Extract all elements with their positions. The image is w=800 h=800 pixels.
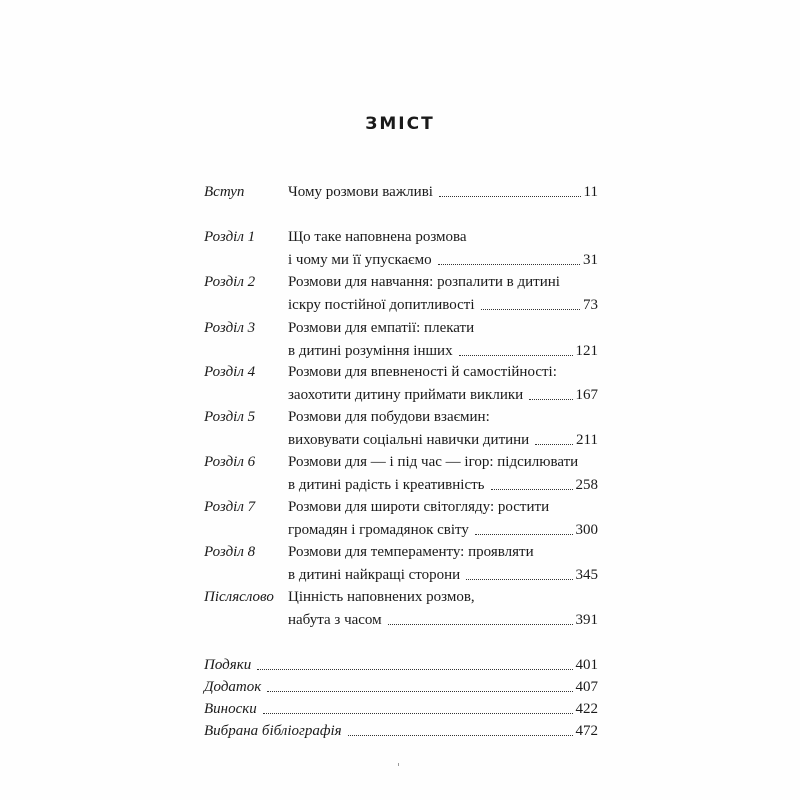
dot-leader xyxy=(388,623,573,625)
dot-leader xyxy=(267,690,572,692)
dot-leader xyxy=(466,578,572,580)
toc-entry-page: 391 xyxy=(575,612,598,628)
toc-entry-title-cont: в дитині розуміння інших xyxy=(288,343,453,359)
toc-entry-title: Чому розмови важливі xyxy=(288,184,433,200)
toc-entry-title: Розмови для навчання: розпалити в дитині xyxy=(288,274,560,290)
toc-entry-title: Цінність наповнених розмов, xyxy=(288,589,475,605)
toc-entry-title-line xyxy=(288,342,598,360)
toc-entry-title-line xyxy=(288,251,598,269)
toc-entry-label: Додаток xyxy=(204,679,262,695)
dot-leader xyxy=(439,195,581,197)
toc-entry-label: Розділ 3 xyxy=(204,320,256,336)
toc-entry-page: 11 xyxy=(583,184,598,200)
toc-entry-label: Розділ 8 xyxy=(204,544,256,560)
toc-entry-title-line xyxy=(288,566,598,584)
toc-entry-title-cont: набута з часом xyxy=(288,612,382,628)
toc-entry-label: Розділ 6 xyxy=(204,454,256,470)
toc-entry-page: 300 xyxy=(575,522,598,538)
toc-entry-page: 258 xyxy=(575,477,598,493)
toc-entry-title-line xyxy=(288,611,598,629)
toc-entry-title: Що таке наповнена розмова xyxy=(288,229,467,245)
toc-entry-notes xyxy=(204,700,598,718)
toc-entry-label: Виноски xyxy=(204,701,257,717)
toc-entry-label: Розділ 2 xyxy=(204,274,256,290)
dot-leader xyxy=(535,443,573,445)
toc-entry-title: Розмови для — і під час — ігор: підсилювати xyxy=(288,454,579,470)
toc-entry-label: Розділ 5 xyxy=(204,409,256,425)
toc-entry-title-line xyxy=(288,386,598,404)
toc-entry-page: 401 xyxy=(575,657,598,673)
toc-entry-title: Розмови для побудови взаємин: xyxy=(288,409,490,425)
toc-entry-appendix xyxy=(204,678,598,696)
dot-leader xyxy=(257,668,572,670)
toc-entry-page: 167 xyxy=(575,387,598,403)
toc-entry-label: Вибрана бібліографія xyxy=(204,723,342,739)
paper-speck xyxy=(398,763,399,766)
dot-leader xyxy=(459,354,573,356)
toc-entry-page: 211 xyxy=(576,432,598,448)
toc-entry-page: 407 xyxy=(575,679,598,695)
dot-leader xyxy=(491,488,573,490)
toc-entry-title-cont: в дитині радість і креативність xyxy=(288,477,485,493)
toc-entry-title-line xyxy=(288,476,598,494)
dot-leader xyxy=(263,712,573,714)
toc-entry-page: 472 xyxy=(575,723,598,739)
toc-entry-title-line xyxy=(288,296,598,314)
toc-entry-label: Розділ 4 xyxy=(204,364,256,380)
toc-entry-label: Розділ 7 xyxy=(204,499,256,515)
toc-entry-title-cont: заохотити дитину приймати виклики xyxy=(288,387,524,403)
dot-leader xyxy=(529,398,572,400)
toc-entry-label: Розділ 1 xyxy=(204,229,256,245)
toc-entry-title: Розмови для широти світогляду: ростити xyxy=(288,499,550,515)
toc-entry-title-cont: в дитині найкращі сторони xyxy=(288,567,461,583)
toc-entry-title-line xyxy=(288,183,598,201)
toc-entry-acknowledgments xyxy=(204,656,598,674)
toc-entry-title: Розмови для темпераменту: проявляти xyxy=(288,544,534,560)
toc-entry-title: Розмови для емпатії: плекати xyxy=(288,320,475,336)
toc-entry-page: 121 xyxy=(575,343,598,359)
dot-leader xyxy=(348,734,573,736)
toc-entry-page: 422 xyxy=(575,701,598,717)
toc-entry-title-cont: і чому ми її упускаємо xyxy=(288,252,432,268)
toc-entry-title-line xyxy=(288,431,598,449)
toc-entry-title-line xyxy=(288,521,598,539)
dot-leader xyxy=(475,533,573,535)
toc-title: ЗМІСТ xyxy=(365,114,435,134)
toc-entry-label: Подяки xyxy=(204,657,252,673)
toc-entry-page: 73 xyxy=(583,297,598,313)
dot-leader xyxy=(438,263,580,265)
toc-entry-title-cont: іскру постійної допитливості xyxy=(288,297,475,313)
toc-entry-bibliography xyxy=(204,722,598,740)
toc-entry-title-cont: громадян і громадянок світу xyxy=(288,522,469,538)
toc-entry-title: Розмови для впевненості й самостійності: xyxy=(288,364,557,380)
dot-leader xyxy=(481,308,580,310)
toc-entry-page: 345 xyxy=(575,567,598,583)
toc-entry-label: Післяслово xyxy=(204,589,274,605)
toc-entry-page: 31 xyxy=(583,252,598,268)
toc-entry-title-cont: виховувати соціальні навички дитини xyxy=(288,432,530,448)
toc-entry-label: Вступ xyxy=(204,184,245,200)
